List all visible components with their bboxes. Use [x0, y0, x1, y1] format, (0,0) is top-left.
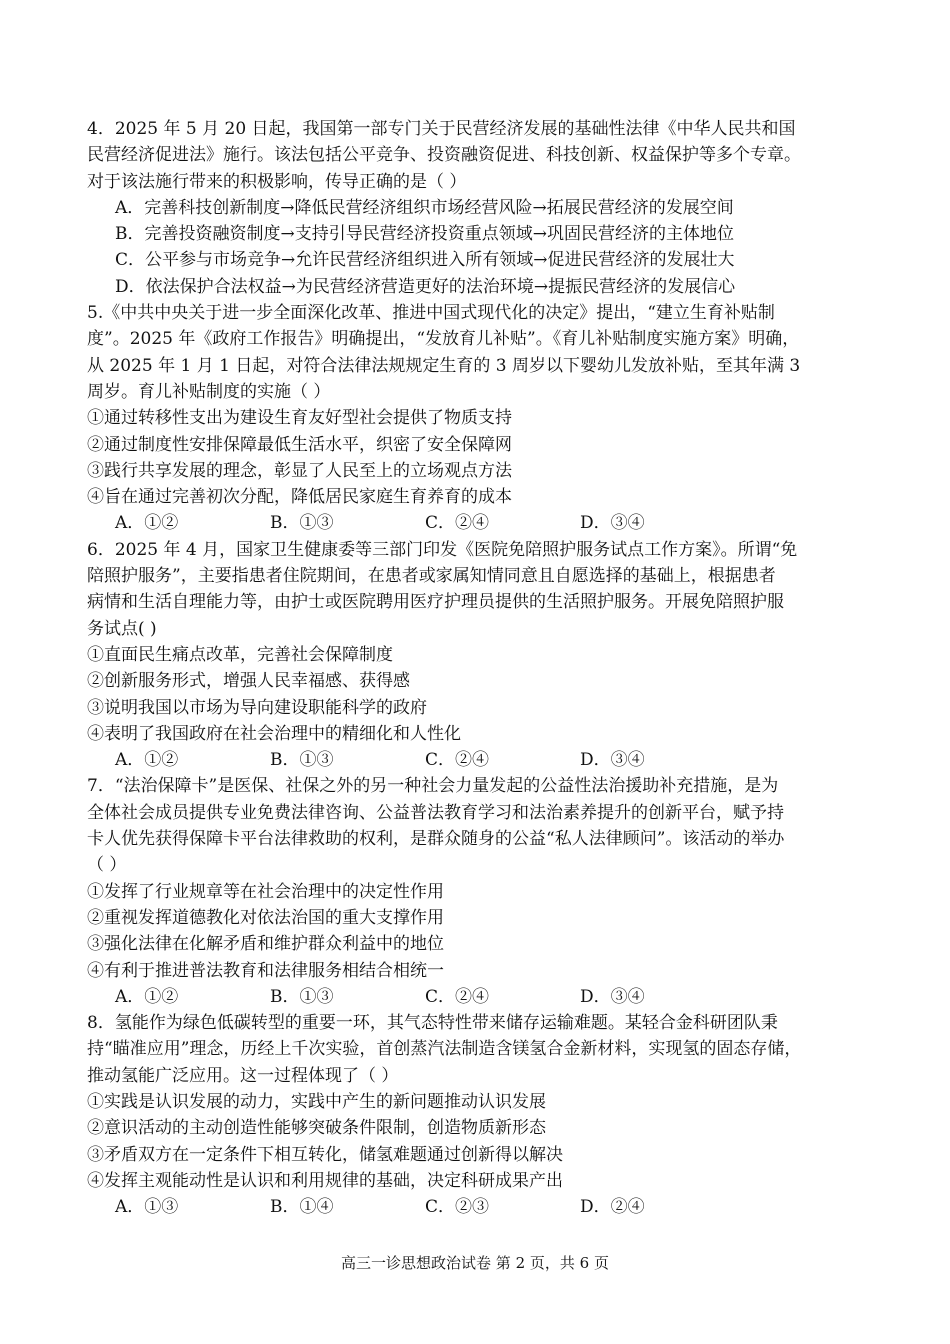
question-stem-line: 卡人优先获得保障卡平台法律救助的权利，是群众随身的公益“私人法律顾问”。该活动的举办	[87, 829, 785, 850]
question-stem-line: 4．2025 年 5 月 20 日起，我国第一部专门关于民营经济发展的基础性法律《中华人民共和国	[87, 119, 796, 139]
question-5	[87, 300, 877, 537]
question-stem-line: 陪照护服务”，主要指患者住院期间，在患者或家属知情同意且自愿选择的基础上，根据患者	[87, 566, 776, 587]
statement-3: ③强化法律在化解矛盾和维护群众利益中的地位	[87, 934, 444, 955]
statement-3: ③说明我国以市场为导向建设职能科学的政府	[87, 697, 427, 718]
answer-choices	[87, 1194, 877, 1220]
choice-c: C．②③	[425, 1197, 490, 1218]
option-d: D．依法保护合法权益→为民营经济营造更好的法治环境→提振民营经济的发展信心	[115, 276, 736, 297]
statement-4: ④旨在通过完善初次分配，降低居民家庭生育养育的成本	[87, 487, 512, 508]
option-b: B．完善投资融资制度→支持引导民营经济投资重点领域→巩固民营经济的主体地位	[115, 224, 734, 245]
question-stem-line: 务试点( )	[87, 618, 157, 639]
question-stem-line: 对于该法施行带来的积极影响，传导正确的是（ ）	[87, 171, 467, 192]
statement-4: ④发挥主观能动性是认识和利用规律的基础，决定科研成果产出	[87, 1170, 563, 1191]
statement-3: ③践行共享发展的理念，彰显了人民至上的立场观点方法	[87, 460, 512, 481]
option-c: C．公平参与市场竞争→允许民营经济组织进入所有领域→促进民营经济的发展壮大	[115, 250, 735, 271]
choice-c: C．②④	[425, 750, 490, 771]
choice-a: A．①②	[115, 750, 179, 771]
choice-b: B．①③	[270, 513, 334, 534]
choice-d: D．③④	[580, 513, 645, 534]
question-stem-line: 推动氢能广泛应用。这一过程体现了（ ）	[87, 1065, 399, 1086]
question-stem-line: 周岁。育儿补贴制度的实施（ ）	[87, 381, 331, 402]
statement-2: ②创新服务形式，增强人民幸福感、获得感	[87, 671, 410, 692]
statement-1: ①直面民生痛点改革，完善社会保障制度	[87, 644, 393, 665]
choice-d: D．③④	[580, 986, 645, 1007]
choice-a: A．①②	[115, 513, 179, 534]
question-stem-line: 5.《中共中央关于进一步全面深化改革、推进中国式现代化的决定》提出，“建立生育补贴制	[87, 303, 775, 324]
statement-2: ②重视发挥道德教化对依法治国的重大支撑作用	[87, 907, 444, 928]
statement-1: ①实践是认识发展的动力，实践中产生的新问题推动认识发展	[87, 1091, 546, 1112]
question-stem-line: 病情和生活自理能力等，由护士或医院聘用医疗护理员提供的生活照护服务。开展免陪照护服	[87, 592, 784, 613]
statement-2: ②意识活动的主动创造性能够突破条件限制，创造物质新形态	[87, 1118, 546, 1139]
choice-b: B．①④	[270, 1197, 334, 1218]
question-stem-line: 7．“法治保障卡”是医保、社保之外的另一种社会力量发起的公益性法治援助补充措施，是为	[87, 776, 779, 797]
statement-3: ③矛盾双方在一定条件下相互转化，储氢难题通过创新得以解决	[87, 1144, 563, 1165]
question-4	[87, 116, 877, 300]
statement-1: ①发挥了行业规章等在社会治理中的决定性作用	[87, 881, 444, 902]
statement-4: ④有利于推进普法教育和法律服务相结合相统一	[87, 960, 444, 981]
question-stem-line: 8．氢能作为绿色低碳转型的重要一环，其气态特性带来储存运输难题。某轻合金科研团队秉	[87, 1013, 778, 1034]
statement-4: ④表明了我国政府在社会治理中的精细化和人性化	[87, 723, 461, 744]
exam-page	[87, 116, 877, 1220]
question-stem-line: 持“瞄准应用”理念，历经上千次实验，首创蒸汽法制造含镁氢合金新材料，实现氢的固态存储，	[87, 1039, 802, 1060]
statement-2: ②通过制度性安排保障最低生活水平，织密了安全保障网	[87, 434, 512, 455]
question-8	[87, 1010, 877, 1220]
question-6	[87, 537, 877, 774]
question-stem-line: 从 2025 年 1 月 1 日起，对符合法律法规规定生育的 3 周岁以下婴幼儿发放补贴，至其年满 3	[87, 355, 801, 376]
choice-c: C．②④	[425, 513, 490, 534]
answer-choices	[87, 747, 877, 773]
question-stem-line: （ ）	[87, 855, 127, 876]
choice-b: B．①③	[270, 986, 334, 1007]
page-footer: 高三一诊思想政治试卷 第 2 页，共 6 页	[341, 1254, 609, 1272]
question-stem-line: 全体社会成员提供专业免费法律咨询、公益普法教育学习和法治素养提升的创新平台，赋予持	[87, 802, 784, 823]
question-stem-line: 6．2025 年 4 月，国家卫生健康委等三部门印发《医院免陪照护服务试点工作方案》。所谓“免	[87, 539, 798, 560]
choice-c: C．②④	[425, 986, 490, 1007]
question-stem-line: 民营经济促进法》施行。该法包括公平竞争、投资融资促进、科技创新、权益保护等多个专章。	[87, 145, 801, 166]
question-stem-line: 度”。2025 年《政府工作报告》明确提出，“发放育儿补贴”。《育儿补贴制度实施方案》明确，	[87, 329, 800, 350]
choice-d: D．②④	[580, 1197, 645, 1218]
answer-choices	[87, 510, 877, 536]
choice-a: A．①③	[115, 1197, 179, 1218]
choice-d: D．③④	[580, 750, 645, 771]
choice-b: B．①③	[270, 750, 334, 771]
option-a: A．完善科技创新制度→降低民营经济组织市场经营风险→拓展民营经济的发展空间	[115, 197, 734, 218]
answer-choices	[87, 984, 877, 1010]
choice-a: A．①②	[115, 986, 179, 1007]
statement-1: ①通过转移性支出为建设生育友好型社会提供了物质支持	[87, 408, 512, 429]
question-7	[87, 773, 877, 1010]
